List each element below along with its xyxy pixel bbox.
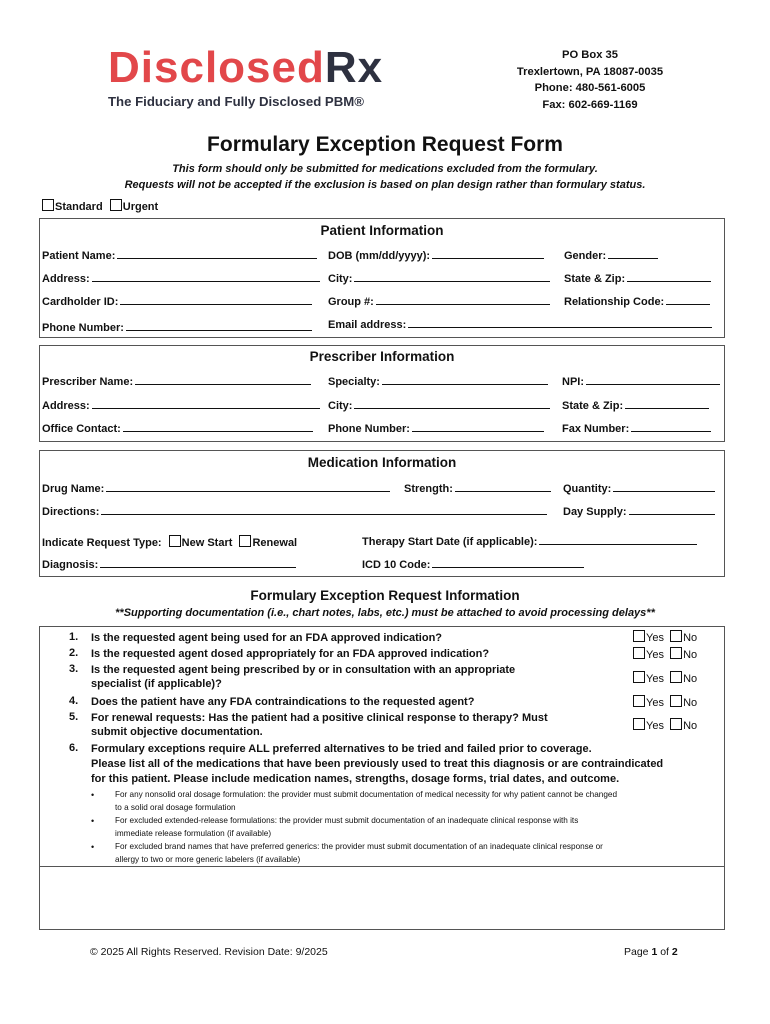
q4-yes-no: Yes No xyxy=(633,695,697,709)
logo-text-rx: Rx xyxy=(324,43,384,92)
cardholder-id-field[interactable]: Cardholder ID: xyxy=(42,295,312,308)
prescriber-phone-field[interactable]: Phone Number: xyxy=(328,422,544,435)
bullet-extended-release: For excluded extended-release formulations: the provider must submit documentation of an inadequate clinical response with its immediate release formulation (if available) xyxy=(115,816,579,838)
icd-code-field[interactable]: ICD 10 Code: xyxy=(362,558,584,571)
patient-state-zip-field[interactable]: State & Zip: xyxy=(564,272,711,285)
prescriber-city-field[interactable]: City: xyxy=(328,399,550,412)
q2-yes-checkbox[interactable] xyxy=(633,647,645,659)
patient-heading: Patient Information xyxy=(320,223,444,238)
strength-field[interactable]: Strength: xyxy=(404,482,551,495)
q4-yes-checkbox[interactable] xyxy=(633,695,645,707)
prescriber-section xyxy=(39,345,725,442)
patient-city-field[interactable]: City: xyxy=(328,272,550,285)
q1-yes-no: Yes No xyxy=(633,630,697,644)
prescriber-address-field[interactable]: Address: xyxy=(42,399,320,412)
dob-field[interactable]: DOB (mm/dd/yyyy): xyxy=(328,249,544,262)
q3-yes-no: Yes No xyxy=(633,671,697,685)
new-start-checkbox[interactable] xyxy=(169,535,181,547)
patient-phone-field[interactable]: Phone Number: xyxy=(42,321,312,334)
fer-section: 1. Is the requested agent being used for an FDA approved indication? 2. Is the requested agent dosed appropriately for an FDA approved indication? 3. Is the requested agent being prescribed by or in consultation with an appropriate specialist (if applicable)? 4. Does the patient have any FDA contraindications to the requested agent? 5. For renewal requests: Has the patient had a positive clinical response to therapy? Must submit objective documentation. 6. Formulary exceptions require ALL preferred alternatives to be tried and failed prior to coverage. Please list all of the medications that have been previously used to treat this diagnosis or are contraindicated for this patient. Please include medication names, strengths, dosage forms, trial dates, and outcome. • For any nonsolid oral dosage formulation: the provider must submit documentation of medical necessity for why patient cannot be changed to a solid oral dosage formulation • For excluded extended-release formulations: the provider must submit documentation of an inadequate clinical response with its immediate release formulation (if available) • For excluded brand names that have preferred generics: the provider must submit documentation of an inadequate clinical response or allergy to two or more generic labelers (if available) Yes No Yes No Yes No Yes No Yes No xyxy=(39,626,725,930)
prescriber-name-field[interactable]: Prescriber Name: xyxy=(42,375,311,388)
q2-yes-no: Yes No xyxy=(633,647,697,661)
bullet-nonsolid-oral: For any nonsolid oral dosage formulation: the provider must submit documentation of medical necessity for why patient cannot be changed to a solid oral dosage formulation xyxy=(115,790,617,812)
request-type-options xyxy=(42,199,158,213)
footer-copyright: © 2025 All Rights Reserved. Revision Date: 9/2025 xyxy=(90,946,328,958)
question-5: For renewal requests: Has the patient had a positive clinical response to therapy? Must submit objective documentation. xyxy=(91,712,548,738)
previous-medications-textarea[interactable] xyxy=(41,868,721,926)
address-line2: Trexlertown, PA 18087-0035 xyxy=(516,65,664,78)
q5-yes-no: Yes No xyxy=(633,718,697,732)
logo-tagline: The Fiduciary and Fully Disclosed PBM® xyxy=(108,94,364,109)
bullet-brand-names: For excluded brand names that have preferred generics: the provider must submit documentation of an inadequate clinical response or allergy to two or more generic labelers (if available) xyxy=(115,842,603,864)
q5-yes-checkbox[interactable] xyxy=(633,718,645,730)
npi-field[interactable]: NPI: xyxy=(562,375,720,388)
renewal-checkbox[interactable] xyxy=(239,535,251,547)
renewal-label: Renewal xyxy=(252,537,298,549)
patient-section xyxy=(39,218,725,338)
question-1: Is the requested agent being used for an FDA approved indication? xyxy=(91,632,443,644)
office-contact-field[interactable]: Office Contact: xyxy=(42,422,313,435)
urgent-checkbox[interactable] xyxy=(110,199,122,211)
quantity-field[interactable]: Quantity: xyxy=(563,482,715,495)
standard-label: Standard xyxy=(55,201,103,213)
question-3: Is the requested agent being prescribed by or in consultation with an appropriate specialist (if applicable)? xyxy=(91,664,516,690)
q1-no-checkbox[interactable] xyxy=(670,630,682,642)
question-2: Is the requested agent dosed appropriately for an FDA approved indication? xyxy=(91,648,490,660)
q3-no-checkbox[interactable] xyxy=(670,671,682,683)
email-field[interactable]: Email address: xyxy=(328,318,712,331)
intro-line2: Requests will not be accepted if the exclusion is based on plan design rather than formulary status. xyxy=(124,179,646,191)
patient-address-field[interactable]: Address: xyxy=(42,272,320,285)
fax-field[interactable]: Fax Number: xyxy=(562,422,711,435)
prescriber-heading: Prescriber Information xyxy=(309,349,455,364)
specialty-field[interactable]: Specialty: xyxy=(328,375,548,388)
address-fax: Fax: 602-669-1169 xyxy=(542,98,638,111)
fer-divider xyxy=(40,866,724,867)
diagnosis-field[interactable]: Diagnosis: xyxy=(42,558,296,571)
drug-name-field[interactable]: Drug Name: xyxy=(42,482,390,495)
address-line1: PO Box 35 xyxy=(562,49,618,61)
day-supply-field[interactable]: Day Supply: xyxy=(563,505,715,518)
indicate-request-type: Indicate Request Type: New Start Renewal xyxy=(42,537,298,549)
relationship-code-field[interactable]: Relationship Code: xyxy=(564,295,710,308)
fer-subheading: **Supporting documentation (i.e., chart notes, labs, etc.) must be attached to avoid processing delays** xyxy=(115,607,655,619)
fer-heading: Formulary Exception Request Information xyxy=(250,588,520,603)
group-field[interactable]: Group #: xyxy=(328,295,550,308)
q5-no-checkbox[interactable] xyxy=(670,718,682,730)
medication-heading: Medication Information xyxy=(307,455,457,470)
prescriber-state-zip-field[interactable]: State & Zip: xyxy=(562,399,709,412)
intro-line1: This form should only be submitted for medications excluded from the formulary. xyxy=(172,163,598,175)
company-address xyxy=(480,47,700,113)
address-phone: Phone: 480-561-6005 xyxy=(534,82,646,94)
medication-section xyxy=(39,450,725,577)
gender-field[interactable]: Gender: xyxy=(564,249,658,262)
patient-name-field[interactable]: Patient Name: xyxy=(42,249,317,262)
q4-no-checkbox[interactable] xyxy=(670,695,682,707)
q3-yes-checkbox[interactable] xyxy=(633,671,645,683)
logo xyxy=(108,43,384,92)
question-4: Does the patient have any FDA contraindications to the requested agent? xyxy=(91,696,475,708)
new-start-label: New Start xyxy=(181,537,233,549)
standard-checkbox[interactable] xyxy=(42,199,54,211)
q2-no-checkbox[interactable] xyxy=(670,647,682,659)
urgent-label: Urgent xyxy=(122,201,159,213)
therapy-start-field[interactable]: Therapy Start Date (if applicable): xyxy=(362,535,697,548)
logo-text-disclosed: Disclosed xyxy=(108,43,325,92)
question-6: Formulary exceptions require ALL preferred alternatives to be tried and failed prior to coverage. Please list all of the medications that have been previously used to treat this diagnosis or are contraindicated for this patient. Please include medication names, strengths, dosage forms, trial dates, and outcome. xyxy=(91,743,664,785)
directions-field[interactable]: Directions: xyxy=(42,505,547,518)
q1-yes-checkbox[interactable] xyxy=(633,630,645,642)
form-title: Formulary Exception Request Form xyxy=(207,133,563,156)
page-number: Page 1 of 2 xyxy=(624,946,678,958)
